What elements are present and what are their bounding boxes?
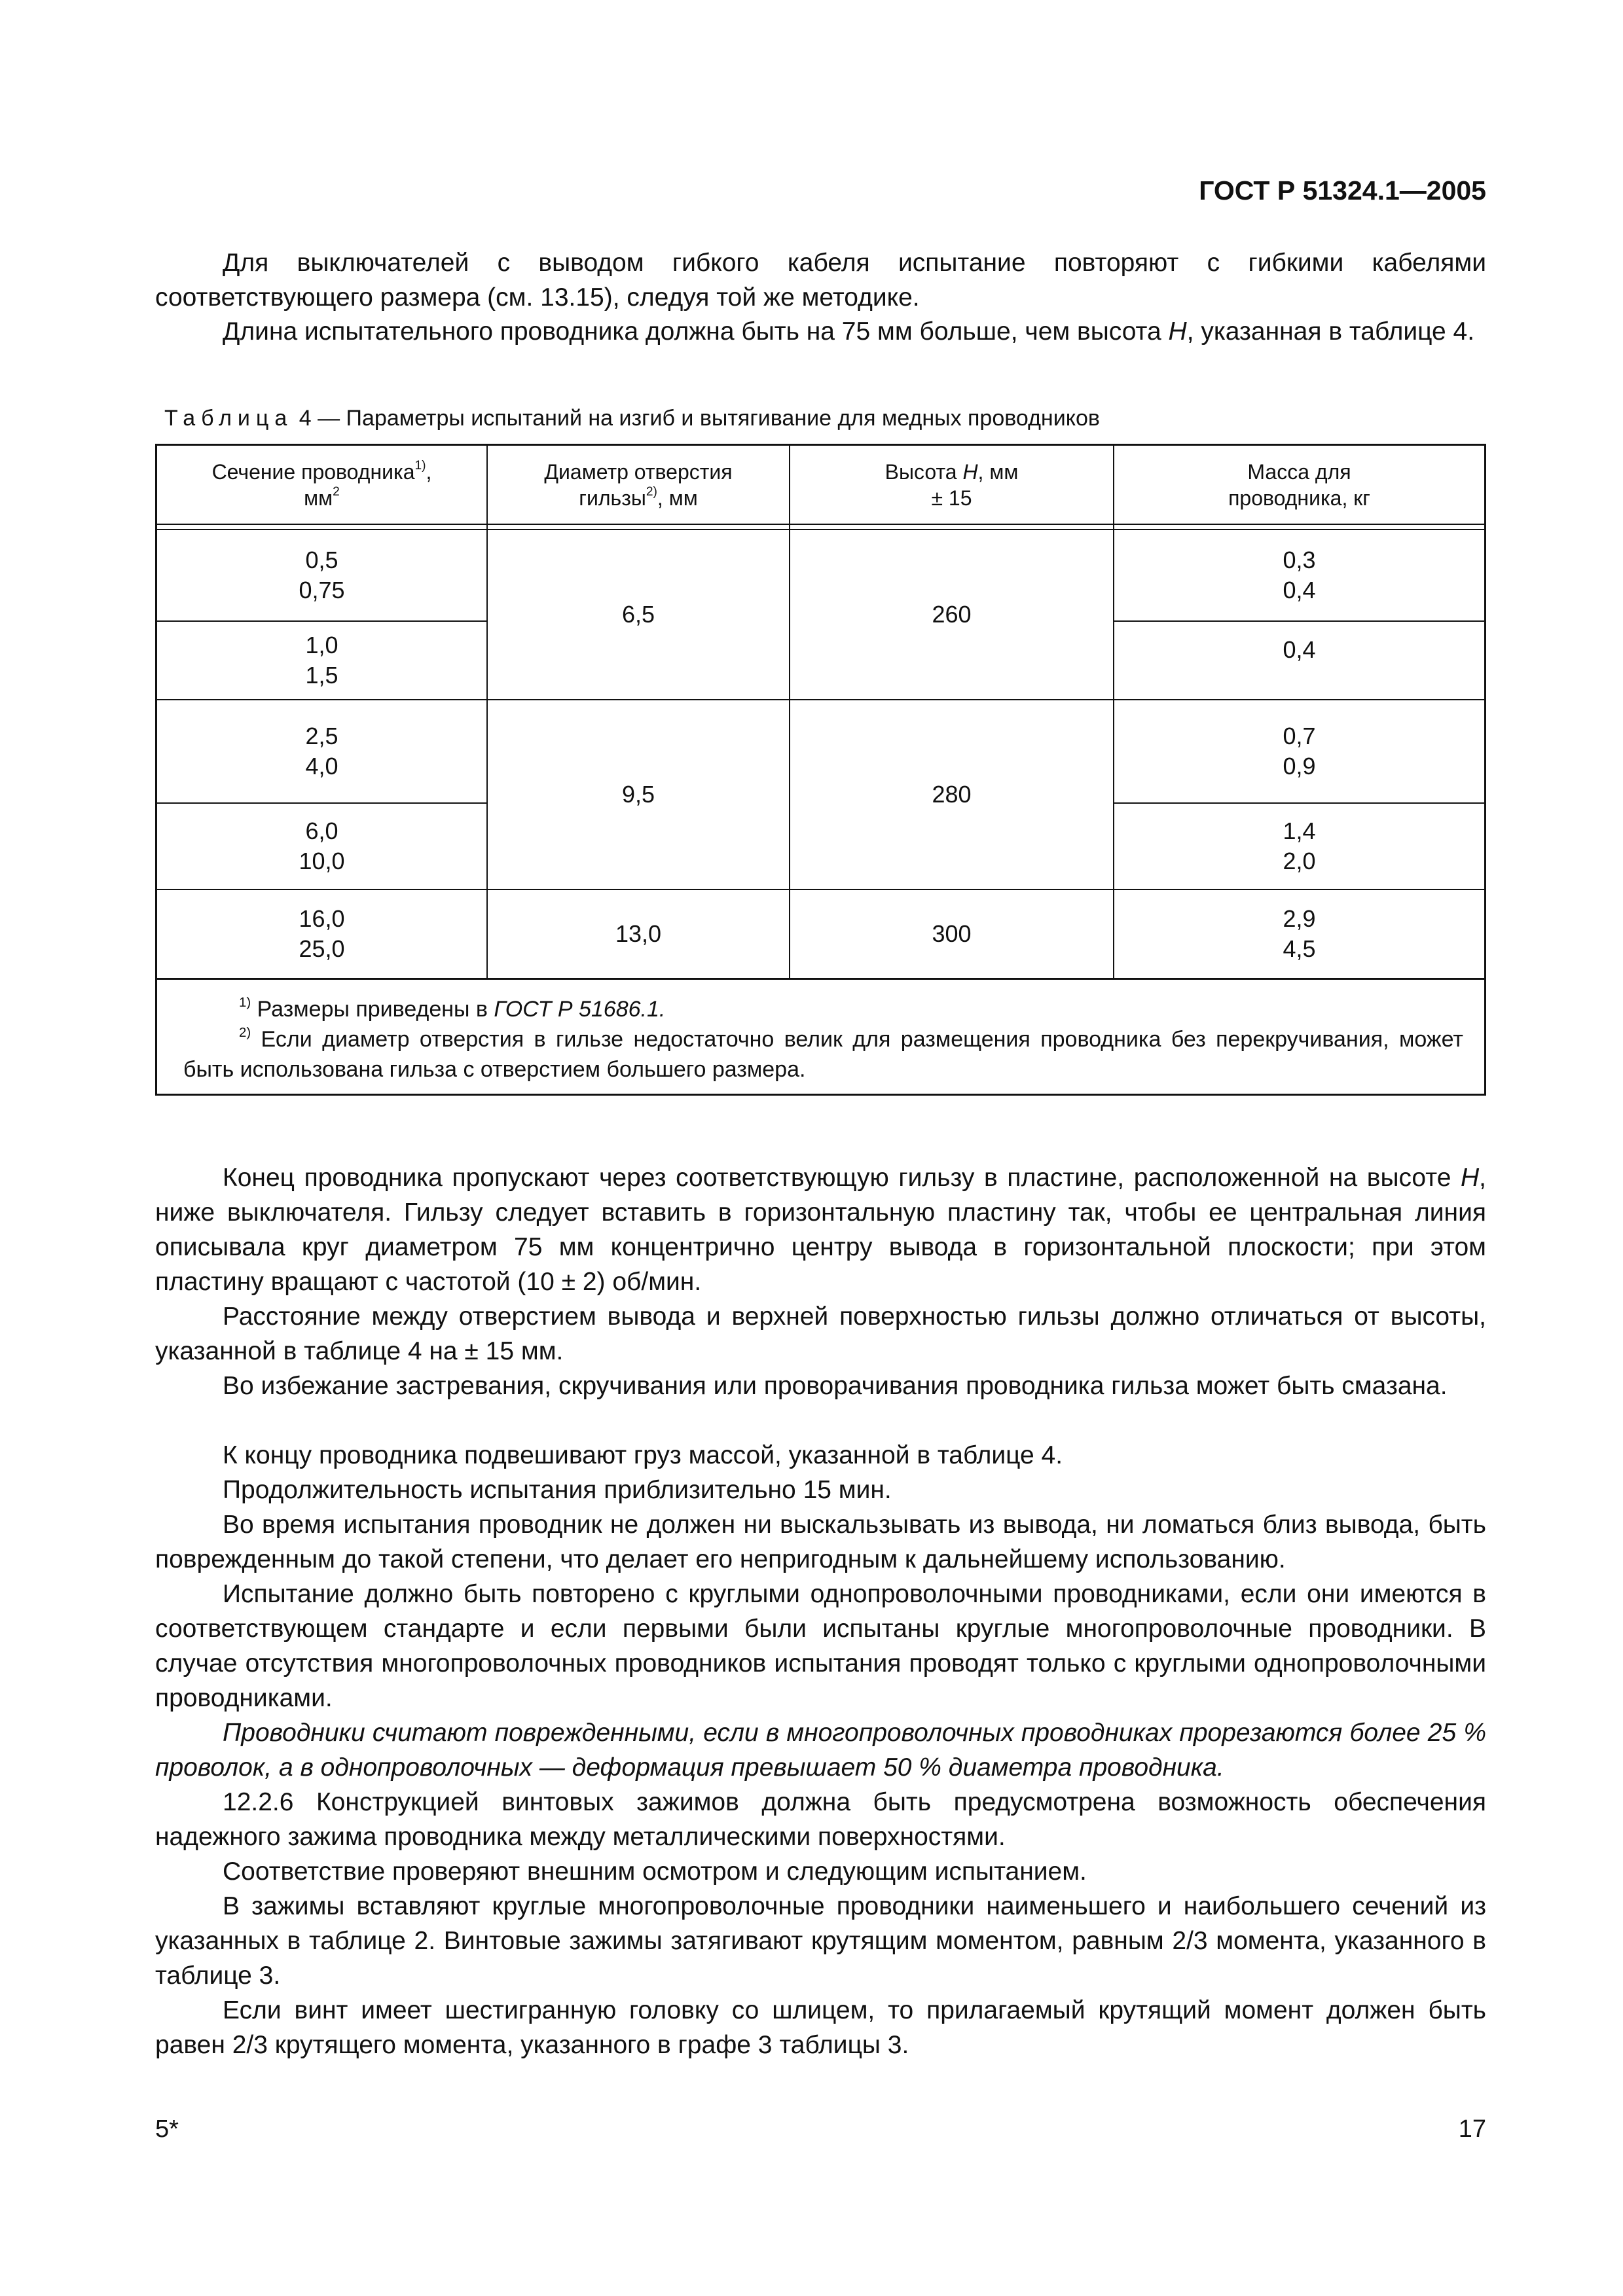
header-line: проводника, кг (1228, 486, 1370, 510)
table-caption (164, 406, 1100, 431)
cell-value: 0,75 (299, 577, 345, 603)
table-caption-prefix: Таблица (164, 406, 293, 431)
header-cross-section (157, 446, 486, 524)
document-designation: ГОСТ Р 51324.1—2005 (1199, 175, 1486, 206)
cell-value: 9,5 (621, 781, 655, 808)
header-text: , (426, 459, 432, 484)
paragraph-test-conductor-length (155, 314, 1486, 349)
sheet-mark: 5* (155, 2115, 179, 2143)
cell-sleeve-diameter (488, 890, 789, 978)
paragraph-hex-screw: Если винт имеет шестигранную головку со шлицем, то прилагаемый крутящий момент должен быть равен 2/3 крутящего момента, указанного в графе 3 таблицы 3. (155, 1996, 1486, 2059)
cell-height (790, 700, 1113, 889)
cell-sleeve-diameter (488, 530, 789, 699)
header-line (579, 485, 697, 511)
variable-h: Н (1460, 1164, 1480, 1192)
cell-value: 25,0 (299, 935, 345, 962)
paragraph-flexible-cable: Для выключателей с выводом гибкого кабеля испытание повторяют с гибкими кабелями соответствующего размера (см. 13.15), следуя той же методике. (155, 249, 1486, 312)
text: , ниже выключателя. Гильзу следует вставить в горизонтальную пластину так, чтобы ее центральная линия описывала круг диаметром 75 мм концентрично центру вывода в горизонтальной плоскости; при этом пластину вращают с частотой (10 ± 2) об/мин. (155, 1164, 1486, 1296)
cell-value: 16,0 (299, 905, 345, 932)
text: , указанная в таблице 4. (1186, 317, 1475, 346)
cell-value: 260 (932, 601, 972, 628)
paragraph-clause-12-2-6: 12.2.6 Конструкцией винтовых зажимов должна быть предусмотрена возможность обеспечения надежного зажима проводника между металлическими поверхностями. (155, 1788, 1486, 1851)
footnote-mark: 2) (239, 1025, 251, 1040)
paragraph-compliance: Соответствие проверяют внешним осмотром и следующим испытанием. (223, 1857, 1087, 1886)
cell-value: 6,0 (305, 817, 338, 844)
cell-value: 10,0 (299, 848, 345, 874)
paragraph-damage-criteria: Проводники считают поврежденными, если в многопроволочных проводниках прорезаются более 25 % проволок, а в однопроволочных — деформация превышает 50 % диаметра проводника. (155, 1719, 1486, 1782)
cell-value: 2,5 (305, 723, 338, 749)
cell-value: 2,9 (1283, 905, 1316, 932)
cell-mass (1114, 890, 1484, 978)
cell-value: 0,4 (1283, 636, 1316, 663)
cell-sleeve-diameter (488, 700, 789, 889)
cell-value: 6,5 (621, 601, 655, 628)
header-mass (1114, 446, 1484, 524)
cell-mass (1114, 700, 1484, 802)
header-line (212, 459, 432, 485)
header-line: Масса для (1247, 459, 1351, 484)
cell-value: 2,0 (1283, 848, 1316, 874)
cell-value: 4,0 (305, 753, 338, 780)
cell-cross-section (157, 890, 486, 978)
cell-cross-section (157, 700, 486, 802)
header-line: ± 15 (931, 486, 972, 510)
variable-h: Н (962, 459, 978, 484)
text: Длина испытательного проводника должна быть на 75 мм больше, чем высота (223, 317, 1169, 346)
cell-value: 1,4 (1283, 817, 1316, 844)
variable-h: Н (1168, 317, 1187, 346)
cell-cross-section (157, 622, 486, 699)
paragraph-lubrication: Во избежание застревания, скручивания или проворачивания проводника гильза может быть смазана. (223, 1372, 1448, 1400)
paragraph-weight: К концу проводника подвешивают груз массой, указанной в таблице 4. (223, 1441, 1063, 1469)
cell-value: 300 (932, 920, 972, 947)
paragraph-distance: Расстояние между отверстием вывода и верхней поверхностью гильзы должно отличаться от высоты, указанной в таблице 4 на ± 15 мм. (155, 1302, 1486, 1365)
paragraph-requirements: Во время испытания проводник не должен ни выскальзывать из вывода, ни ломаться близ вывода, быть поврежденным до такой степени, что делает его непригодным к дальнейшему использованию. (155, 1511, 1486, 1573)
cell-cross-section (157, 804, 486, 889)
cell-mass (1114, 622, 1484, 699)
cell-value: 0,9 (1283, 753, 1316, 780)
table-header-line (157, 524, 1484, 525)
text: Конец проводника пропускают через соответствующую гильзу в пластине, расположенной на высоте (223, 1164, 1461, 1192)
table-footnote-1 (239, 994, 1463, 1024)
footnote-ref: 2) (646, 484, 657, 499)
paragraph-conductor-end (155, 1160, 1486, 1299)
cell-value: 0,5 (305, 547, 338, 573)
footnote-mark: 1) (239, 995, 251, 1010)
header-text: , мм (977, 459, 1019, 484)
header-sleeve-diameter (488, 446, 789, 524)
parameters-table (155, 444, 1486, 1096)
table-notes-line (157, 978, 1484, 980)
header-text: мм (304, 486, 333, 510)
paragraph-duration: Продолжительность испытания приблизительно 15 мин. (223, 1476, 892, 1504)
paragraph-clamps: В зажимы вставляют круглые многопроволочные проводники наименьшего и наибольшего сечений из указанных в таблице 2. Винтовые зажимы затягивают крутящим моментом, равным 2/3 момента, указанного в таблице 3. (155, 1892, 1486, 1990)
table-caption-text: 4 — Параметры испытаний на изгиб и вытягивание для медных проводников (293, 406, 1100, 431)
cell-value: 280 (932, 781, 972, 808)
footnote-ref: 1) (414, 458, 426, 473)
cell-height (790, 890, 1113, 978)
header-text: , мм (657, 486, 698, 510)
header-text: Сечение проводника (211, 459, 415, 484)
table-footnote-2 (183, 1024, 1463, 1085)
cell-cross-section (157, 530, 486, 620)
page-number: 17 (1458, 2115, 1486, 2143)
header-line (885, 459, 1019, 485)
cell-height (790, 530, 1113, 699)
header-text: гильзы (579, 486, 646, 510)
header-text: Высота (884, 459, 963, 484)
header-line (304, 485, 340, 511)
header-line: Диаметр отверстия (544, 459, 733, 484)
cell-value: 0,4 (1283, 577, 1316, 603)
unit-exponent: 2 (333, 484, 340, 499)
cell-value: 4,5 (1283, 935, 1316, 962)
cell-value: 0,3 (1283, 547, 1316, 573)
paragraph-repeat-test: Испытание должно быть повторено с круглыми однопроволочными проводниками, если они имеются в соответствующем стандарте и если первыми были испытаны круглые многопроволочные проводники. В случае отсутствия многопроволочных проводников испытания проводят только с круглыми однопроволочными проводниками. (155, 1580, 1486, 1712)
cell-value: 0,7 (1283, 723, 1316, 749)
cell-mass (1114, 804, 1484, 889)
cell-value: 13,0 (615, 920, 662, 947)
footnote-text: Размеры приведены в (251, 997, 494, 1022)
footnote-text: Если диаметр отверстия в гильзе недостаточно велик для размещения проводника без перекручивания, может быть использована гильза с отверстием большего размера. (183, 1027, 1463, 1082)
footnote-reference: ГОСТ Р 51686.1. (494, 997, 666, 1022)
cell-value: 1,0 (305, 632, 338, 658)
header-height (790, 446, 1113, 524)
cell-value: 1,5 (305, 662, 338, 689)
cell-mass (1114, 530, 1484, 620)
